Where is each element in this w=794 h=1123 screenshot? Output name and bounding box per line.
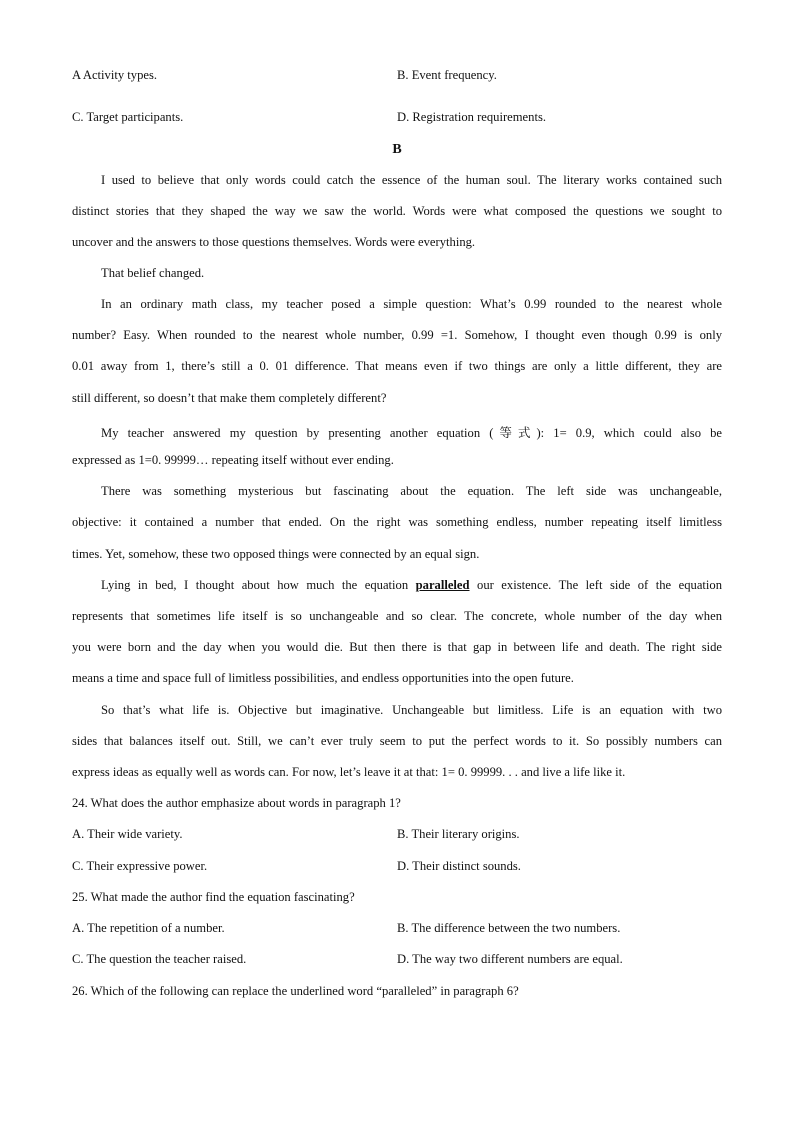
passage-line: number? Easy. When rounded to the nearest whole number, 0.99 =1. Somehow, I thought even though 0.99 is only [72,328,722,342]
passage-line: expressed as 1=0. 99999… repeating itself without ever ending. [72,453,394,467]
passage-line: objective: it contained a number that ended. On the right was something endless, number repeating itself limitless [72,515,722,529]
prev-option-b: B. Event frequency. [397,68,497,82]
option-d: D. The way two different numbers are equal. [397,952,623,966]
question-stem: 24. What does the author emphasize about words in paragraph 1? [72,796,401,810]
passage-text: our existence. The left side of the equation [469,578,722,592]
passage-line: distinct stories that they shaped the way we saw the world. Words were what composed the questions we sought to [72,204,722,218]
passage-line: In an ordinary math class, my teacher posed a simple question: What’s 0.99 rounded to the nearest whole [101,297,722,311]
option-a: A. Their wide variety. [72,827,183,841]
prev-option-a: A Activity types. [72,68,158,82]
underlined-word: paralleled [415,578,470,592]
question-stem: 25. What made the author find the equation fascinating? [72,890,355,904]
passage-line: There was something mysterious but fascinating about the equation. The left side was unchangeable, [101,484,722,498]
passage-line: 0.01 away from 1, there’s still a 0. 01 difference. That means even if two things are only a little different, they are [72,359,722,373]
passage-line: express ideas as equally well as words can. For now, let’s leave it at that: 1= 0. 99999. . . and live a life like it. [72,765,626,779]
section-label: B [392,142,402,157]
question-stem: 26. Which of the following can replace the underlined word “paralleled” in paragraph 6? [72,984,519,998]
passage-line: That belief changed. [101,266,205,280]
option-a: A. The repetition of a number. [72,921,225,935]
passage-line: times. Yet, somehow, these two opposed things were connected by an equal sign. [72,547,480,561]
option-c: C. The question the teacher raised. [72,952,247,966]
passage-line: means a time and space full of limitless possibilities, and endless opportunities into the open future. [72,671,574,685]
passage-line: uncover and the answers to those questions themselves. Words were everything. [72,235,476,249]
passage-text: Lying in bed, I thought about how much the equation [101,578,416,592]
option-c: C. Their expressive power. [72,859,208,873]
option-d: D. Their distinct sounds. [397,859,521,873]
passage-line: sides that balances itself out. Still, we can’t ever truly seem to put the perfect words to it. So possibly numbers can [72,734,722,748]
passage-line: My teacher answered my question by presenting another equation (等式): 1= 0.9, which could also be [101,426,722,440]
option-b: B. Their literary origins. [397,827,520,841]
option-b: B. The difference between the two numbers. [397,921,621,935]
prev-option-c: C. Target participants. [72,110,184,124]
prev-option-d: D. Registration requirements. [397,110,546,124]
passage-line: represents that sometimes life itself is so unchangeable and so clear. The concrete, whole number of the day when [72,609,722,623]
passage-line: So that’s what life is. Objective but imaginative. Unchangeable but limitless. Life is an equation with two [101,703,722,717]
passage-line: I used to believe that only words could catch the essence of the human soul. The literary works contained such [101,173,722,187]
passage-line [101,578,722,593]
passage-line: still different, so doesn’t that make them completely different? [72,391,387,405]
passage-line: you were born and the day when you would die. But then there is that gap in between life and death. The right side [72,640,722,654]
